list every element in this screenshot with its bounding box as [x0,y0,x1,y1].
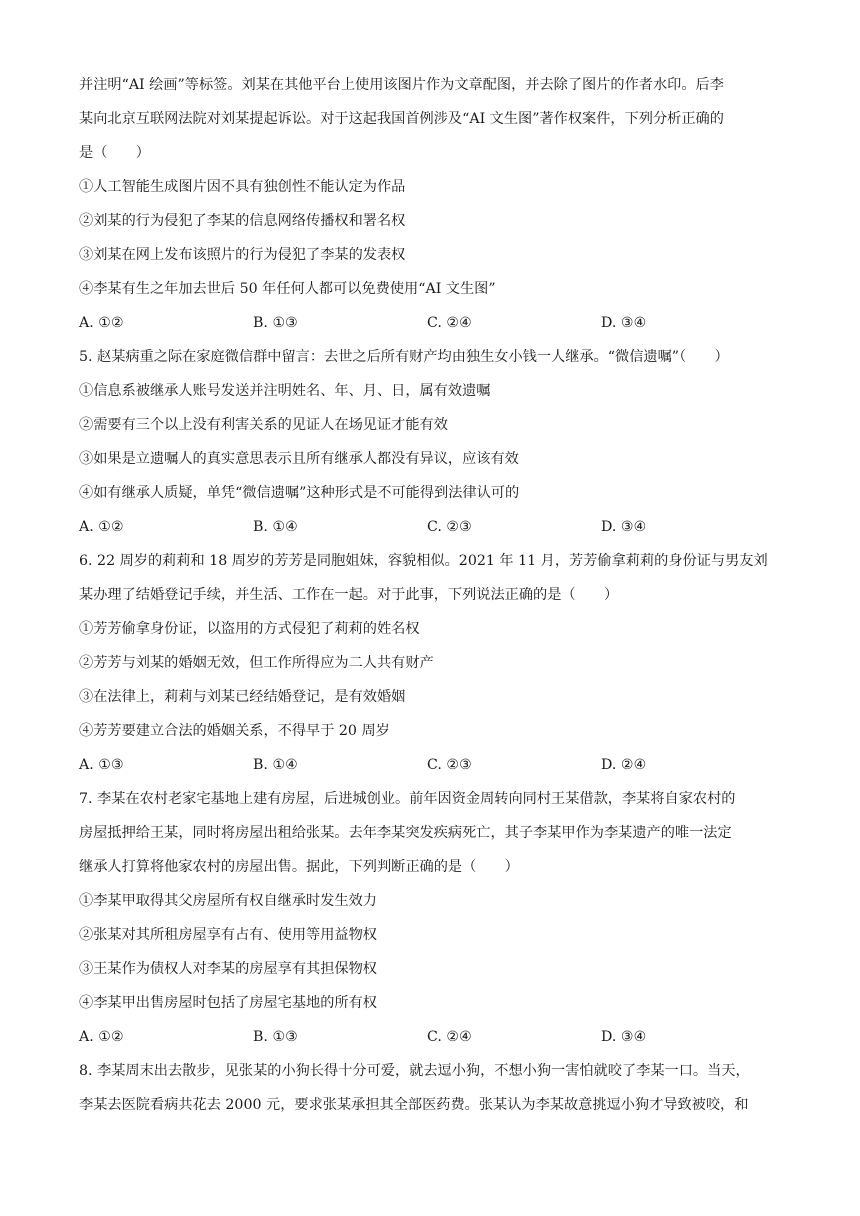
question-stem-line: 8. 李某周末出去散步，见张某的小狗长得十分可爱，就去逗小狗，不想小狗一害怕就咬了李某一口。当天， [79,1063,750,1079]
question-stem-line: 房屋抵押给王某，同时将房屋出租给张某。去年李某突发疾病死亡，其子李某甲作为李某遗产的唯一法定 [79,825,732,841]
option-c: C. ②③ [427,519,472,535]
option-b: B. ①④ [253,757,298,773]
question-stem-line: 5. 赵某病重之际在家庭微信群中留言：去世之后所有财产均由独生女小钱一人继承。“微信遗嘱”（ ） [79,349,729,365]
statement-item: ①芳芳偷拿身份证，以盗用的方式侵犯了莉莉的姓名权 [79,621,420,637]
question-stem-line: 继承人打算将他家农村的房屋出售。据此，下列判断正确的是（ ） [79,859,519,875]
option-d: D. ③④ [601,315,647,331]
question-5 [79,340,791,544]
statement-item: ①李某甲取得其父房屋所有权自继承时发生效力 [79,893,377,909]
question-4 [79,68,791,340]
answer-options [79,748,791,782]
statement-item: ③在法律上，莉莉与刘某已经结婚登记，是有效婚姻 [79,689,406,705]
statement-item: ①信息系被继承人账号发送并注明姓名、年、月、日，属有效遗嘱 [79,383,491,399]
option-c: C. ②④ [427,1029,472,1045]
option-b: B. ①③ [253,1029,298,1045]
answer-options [79,306,791,340]
option-b: B. ①③ [253,315,298,331]
statement-item: ③如果是立遗嘱人的真实意思表示且所有继承人都没有异议，应该有效 [79,451,519,467]
statement-item: ①人工智能生成图片因不具有独创性不能认定为作品 [79,179,406,195]
option-d: D. ③④ [601,519,647,535]
option-c: C. ②④ [427,315,472,331]
option-a: A. ①② [79,519,124,535]
option-a: A. ①③ [79,757,124,773]
answer-options [79,1020,791,1054]
option-c: C. ②③ [427,757,472,773]
statement-item: ④李某有生之年加去世后 50 年任何人都可以免费使用“AI 文生图” [79,281,496,297]
question-7 [79,782,791,1054]
question-stem-line: 某办理了结婚登记手续，并生活、工作在一起。对于此事，下列说法正确的是（ ） [79,587,619,603]
question-stem-line: 某向北京互联网法院对刘某提起诉讼。对于这起我国首例涉及“AI 文生图”著作权案件，下列分析正确的 [79,111,724,127]
option-a: A. ①② [79,315,124,331]
statement-item: ③王某作为债权人对李某的房屋享有其担保物权 [79,961,377,977]
question-stem-line: 是（ ） [79,145,150,161]
statement-item: ②芳芳与刘某的婚姻无效，但工作所得应为二人共有财产 [79,655,434,671]
statement-item: ②需要有三个以上没有利害关系的见证人在场见证才能有效 [79,417,448,433]
option-a: A. ①② [79,1029,124,1045]
statement-item: ④如有继承人质疑，单凭“微信遗嘱”这种形式是不可能得到法律认可的 [79,485,520,501]
question-6 [79,544,791,782]
question-stem-line: 7. 李某在农村老家宅基地上建有房屋，后进城创业。前年因资金周转向同村王某借款，李某将自家农村的 [79,791,736,807]
option-d: D. ②④ [601,757,647,773]
answer-options [79,510,791,544]
exam-page [79,68,791,1122]
question-8 [79,1054,791,1122]
statement-item: ④李某甲出售房屋时包括了房屋宅基地的所有权 [79,995,377,1011]
option-b: B. ①④ [253,519,298,535]
statement-item: ③刘某在网上发布该照片的行为侵犯了李某的发表权 [79,247,406,263]
question-stem-line: 李某去医院看病共花去 2000 元，要求张某承担其全部医药费。张某认为李某故意挑逗小狗才导致被咬，和 [79,1097,749,1113]
statement-item: ④芳芳要建立合法的婚姻关系，不得早于 20 周岁 [79,723,390,739]
statement-item: ②张某对其所租房屋享有占有、使用等用益物权 [79,927,377,943]
question-stem-line: 并注明“AI 绘画”等标签。刘某在其他平台上使用该图片作为文章配图，并去除了图片的作者水印。后李 [79,77,724,93]
statement-item: ②刘某的行为侵犯了李某的信息网络传播权和署名权 [79,213,406,229]
question-stem-line: 6. 22 周岁的莉莉和 18 周岁的芳芳是同胞姐妹，容貌相似。2021 年 11 月，芳芳偷拿莉莉的身份证与男友刘 [79,553,768,569]
option-d: D. ③④ [601,1029,647,1045]
